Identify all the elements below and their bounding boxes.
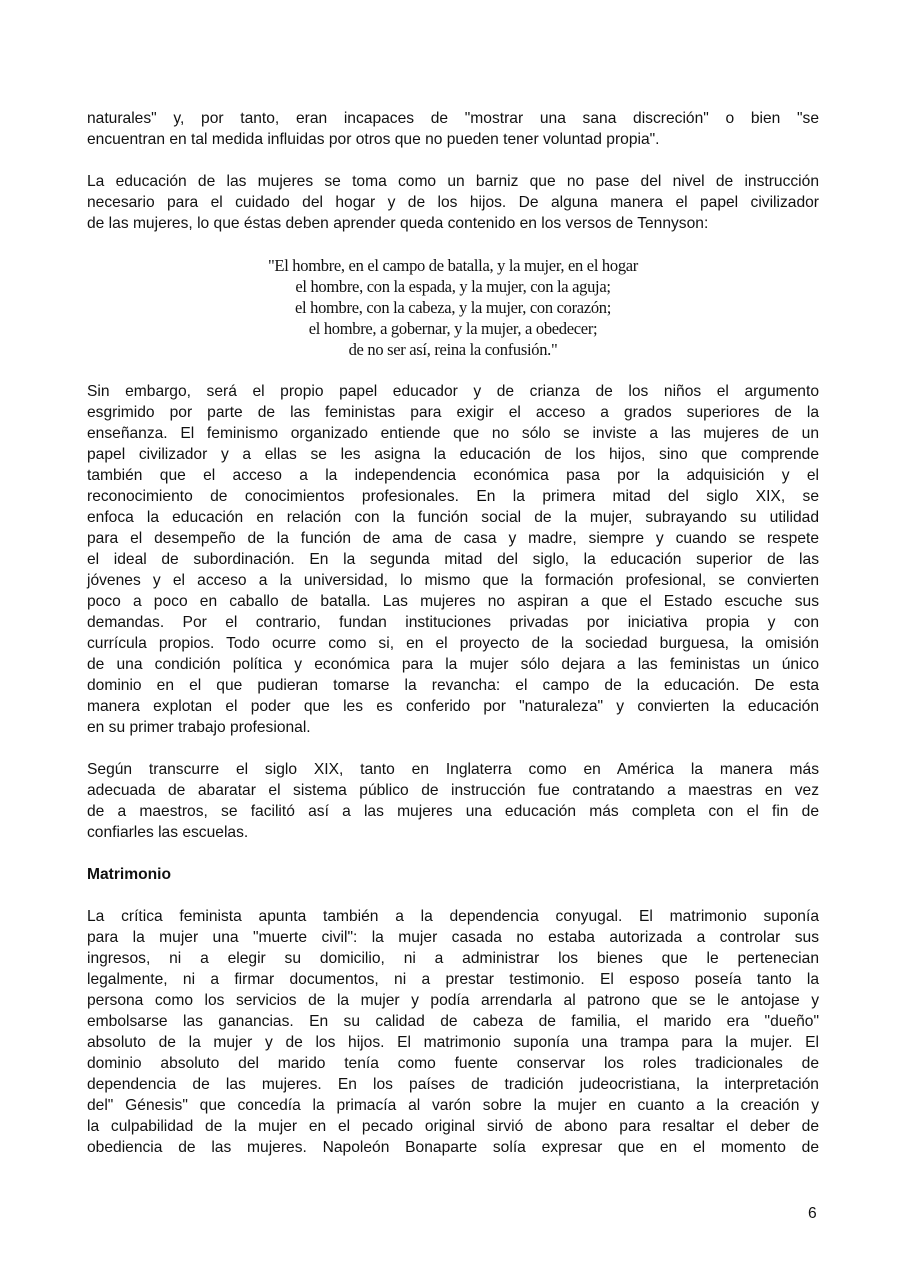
paragraph (87, 108, 819, 150)
text-line: Sin embargo, será el propio papel educador y de crianza de los niños el argumento (87, 383, 819, 400)
text-line: currícula propios. Todo ocurre como si, en el proyecto de la sociedad burguesa, la omisión (87, 635, 819, 652)
text-line: naturales" y, por tanto, eran incapaces de "mostrar una sana discreción" o bien "se (87, 110, 819, 127)
text-line: dominio en el que pudieran tomarse la revancha: el campo de la educación. De esta (87, 677, 819, 694)
text-line: confiarles las escuelas. (87, 824, 249, 841)
poem-quote (87, 255, 819, 360)
text-line: obediencia de las mujeres. Napoleón Bonaparte solía expresar que en el momento de (87, 1139, 819, 1156)
text-line: La educación de las mujeres se toma como un barniz que no pase del nivel de instrucción (87, 173, 819, 190)
paragraph (87, 906, 819, 1158)
text-line: necesario para el cuidado del hogar y de los hijos. De alguna manera el papel civilizador (87, 194, 819, 211)
section-heading: Matrimonio (87, 866, 172, 883)
text-line: Según transcurre el siglo XIX, tanto en Inglaterra como en América la manera más (87, 761, 819, 778)
text-line: del" Génesis" que concedía la primacía al varón sobre la mujer en cuanto a la creación y (87, 1097, 819, 1114)
text-line: absoluto de la mujer y de los hijos. El matrimonio suponía una trampa para la mujer. El (87, 1034, 819, 1051)
paragraph (87, 381, 819, 738)
paragraph (87, 171, 819, 234)
text-line: enfoca la educación en relación con la función social de la mujer, subrayando su utilidad (87, 509, 819, 526)
text-line: la culpabilidad de la mujer en el pecado original sirvió de abono para resaltar el deber de (87, 1118, 819, 1135)
text-line: para la mujer una "muerte civil": la mujer casada no estaba autorizada a controlar sus (87, 929, 819, 946)
text-line: La crítica feminista apunta también a la dependencia conyugal. El matrimonio suponía (87, 908, 819, 925)
text-line: dependencia de las mujeres. En los países de tradición judeocristiana, la interpretación (87, 1076, 819, 1093)
document-page (87, 108, 819, 1179)
text-line: enseñanza. El feminismo organizado entiende que no sólo se inviste a las mujeres de un (87, 425, 819, 442)
text-line: encuentran en tal medida influidas por otros que no pueden tener voluntad propia". (87, 131, 660, 148)
text-line: reconocimiento de conocimientos profesionales. En la primera mitad del siglo XIX, se (87, 488, 819, 505)
text-line: de las mujeres, lo que éstas deben aprender queda contenido en los versos de Tennyson: (87, 215, 709, 232)
text-line: demandas. Por el contrario, fundan instituciones privadas por iniciativa propia y con (87, 614, 819, 631)
text-line: en su primer trabajo profesional. (87, 719, 311, 736)
text-line: para el desempeño de la función de ama de casa y madre, siempre y cuando se respete (87, 530, 819, 547)
text-line: el hombre, a gobernar, y la mujer, a obedecer; (308, 319, 598, 338)
text-line: dominio absoluto del marido tenía como fuente conservar los roles tradicionales de (87, 1055, 819, 1072)
text-line: embolsarse las ganancias. En su calidad de cabeza de familia, el marido era "dueño" (87, 1013, 819, 1030)
text-line: poco a poco en caballo de batalla. Las mujeres no aspiran a que el Estado escuche sus (87, 593, 819, 610)
text-line: persona como los servicios de la mujer y podía arrendarla al patrono que se le antojase y (87, 992, 819, 1009)
text-line: "El hombre, en el campo de batalla, y la mujer, en el hogar (267, 256, 639, 275)
text-line: de no ser así, reina la confusión." (348, 340, 558, 359)
text-line: el ideal de subordinación. En la segunda mitad del siglo, la educación superior de las (87, 551, 819, 568)
text-line: esgrimido por parte de las feministas para exigir el acceso a grados superiores de la (87, 404, 819, 421)
text-line: de a maestros, se facilitó así a las mujeres una educación más completa con el fin de (87, 803, 819, 820)
text-line: manera explotan el poder que les es conferido por "naturaleza" y convierten la educación (87, 698, 819, 715)
text-line: legalmente, ni a firmar documentos, ni a prestar testimonio. El esposo poseía tanto la (87, 971, 819, 988)
text-line: papel civilizador y a ellas se les asigna la educación de los hijos, sino que comprende (87, 446, 819, 463)
paragraph (87, 759, 819, 843)
text-line: el hombre, con la espada, y la mujer, con la aguja; (295, 277, 611, 296)
text-line: jóvenes y el acceso a la universidad, lo mismo que la formación profesional, se convierten (87, 572, 819, 589)
text-line: también que el acceso a la independencia económica pasa por la adquisición y el (87, 467, 819, 484)
text-line: el hombre, con la cabeza, y la mujer, con corazón; (294, 298, 612, 317)
page-number: 6 (808, 1205, 817, 1222)
text-line: de una condición política y económica para la mujer sólo dejara a las feministas un único (87, 656, 819, 673)
text-line: adecuada de abaratar el sistema público de instrucción fue contratando a maestras en vez (87, 782, 819, 799)
text-line: ingresos, ni a elegir su domicilio, ni a administrar los bienes que le pertenecian (87, 950, 819, 967)
